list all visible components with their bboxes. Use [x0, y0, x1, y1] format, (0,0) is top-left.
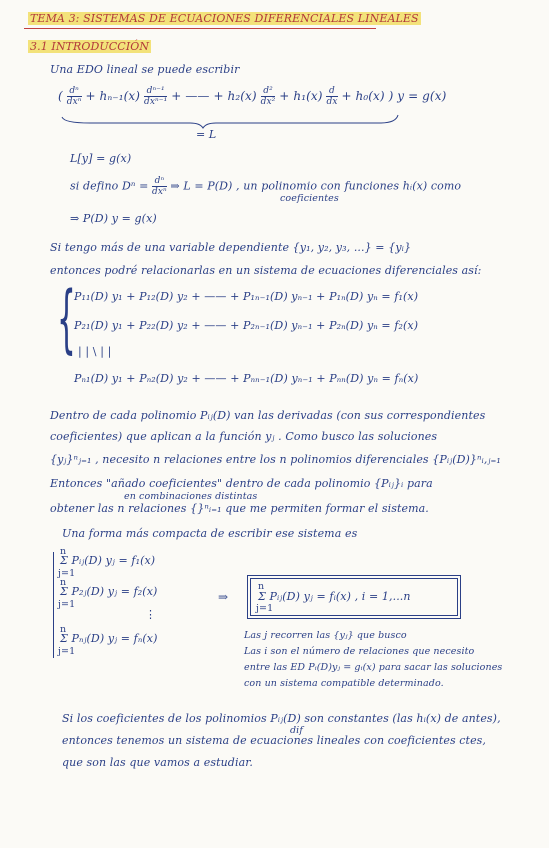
compact-vdots: ⋮: [145, 608, 157, 621]
page-title: TEMA 3: SISTEMAS DE ECUACIONES DIFERENCIALES LINEALES: [30, 12, 419, 25]
system-row-dots: | | \ | |: [78, 345, 112, 358]
text-line: entonces tenemos un sistema de ecuaciones lineales con coeficientes ctes,: [62, 734, 487, 747]
text-line: L[y] = g(x): [70, 152, 132, 165]
note-line: entre las ED Pᵢ(D)yⱼ = gᵢ(x) para sacar las soluciones: [244, 662, 503, 673]
sum-limit-bottom: j=1: [58, 646, 76, 657]
text-line: obtener las n relaciones {}ⁿᵢ₌₁ que me permiten formar el sistema.: [50, 502, 429, 515]
boxed-equation: Σ Pᵢⱼ(D) yⱼ = fᵢ(x) , i = 1,...n: [258, 590, 411, 603]
note-line: con un sistema compatible determinado.: [244, 678, 444, 689]
compact-row: Σ Pᵢⱼ(D) yⱼ = f₁(x): [60, 554, 156, 567]
equation-edo: ( $\frac{\text{dⁿ}}{\text{dxⁿ}}$ + hₙ₋₁(x) $\frac{\text{dⁿ⁻¹}}{\text{dxⁿ⁻¹}}$ + —— + h₂(x) $\frac{\text{d²}}{\text{dx²}}$ + h₁(x) $\frac{d}{dx}$ + h₀(x) ) y = g(x): [58, 86, 447, 107]
text-line: Una forma más compacta de escribir ese sistema es: [62, 527, 358, 540]
sum-limit-bottom: j=1: [256, 603, 274, 614]
sum-limit-top: n: [60, 546, 67, 557]
system-brace: {: [57, 276, 76, 362]
system-row: P₂₁(D) y₁ + P₂₂(D) y₂ + —— + P₂ₙ₋₁(D) yₙ₋₁ + P₂ₙ(D) yₙ = f₂(x): [74, 319, 419, 332]
insertion-note: dif: [290, 725, 303, 736]
compact-brace: [53, 552, 54, 658]
text-line: Entonces "añado coeficientes" dentro de cada polinomio {Pᵢⱼ}ᵢ para: [50, 477, 433, 490]
section-heading: 3.1 INTRODUCCIÓN: [30, 40, 150, 53]
text-line: Una EDO lineal se puede escribir: [50, 63, 240, 76]
text-line: ⇒ P(D) y = g(x): [70, 212, 157, 225]
sum-limit-top: n: [258, 581, 265, 592]
implies-arrow: ⇒: [218, 590, 229, 604]
compact-row: Σ P₂ⱼ(D) yⱼ = f₂(x): [60, 585, 158, 598]
sum-limit-top: n: [60, 624, 67, 635]
text-line: Dentro de cada polinomio Pᵢⱼ(D) van las derivadas (con sus correspondientes: [50, 409, 486, 422]
system-row: Pₙ₁(D) y₁ + Pₙ₂(D) y₂ + —— + Pₙₙ₋₁(D) yₙ₋₁ + Pₙₙ(D) yₙ = fₙ(x): [74, 372, 419, 385]
text-line: {yⱼ}ⁿⱼ₌₁ , necesito n relaciones entre los n polinomios diferenciales {Pᵢⱼ(D)}ⁿᵢ,ⱼ₌₁: [50, 453, 501, 466]
note-line: Las i son el número de relaciones que necesito: [244, 646, 475, 657]
text-line: que son las que vamos a estudiar.: [62, 756, 253, 769]
text-line: coeficientes: [280, 193, 339, 204]
compact-row: Σ Pₙⱼ(D) yⱼ = fₙ(x): [60, 632, 158, 645]
sum-limit-top: n: [60, 577, 67, 588]
sum-limit-bottom: j=1: [58, 568, 76, 579]
note-line: Las j recorren las {yⱼ} que busco: [244, 630, 407, 641]
system-row: P₁₁(D) y₁ + P₁₂(D) y₂ + —— + P₁ₙ₋₁(D) yₙ₋₁ + P₁ₙ(D) yₙ = f₁(x): [74, 290, 419, 303]
text-line: entonces podré relacionarlas en un sistema de ecuaciones diferenciales así:: [50, 264, 482, 277]
insertion-note: en combinaciones distintas: [124, 491, 258, 502]
text-line: Si tengo más de una variable dependiente {y₁, y₂, y₃, ...} = {yᵢ}: [50, 241, 412, 254]
text-line: coeficientes) que aplican a la función yⱼ . Como busco las soluciones: [50, 430, 438, 443]
definition-line: si defino Dⁿ = $\frac{\text{dⁿ}}{\text{dxⁿ}}$ ⇒ L = P(D) , un polinomio con funciones hᵢ(x) como: [70, 176, 462, 197]
underbrace-label: = L: [196, 128, 217, 141]
sum-limit-bottom: j=1: [58, 599, 76, 610]
text-line: Si los coeficientes de los polinomios Pᵢⱼ(D) son constantes (las hᵢ(x) de antes),: [62, 712, 501, 725]
